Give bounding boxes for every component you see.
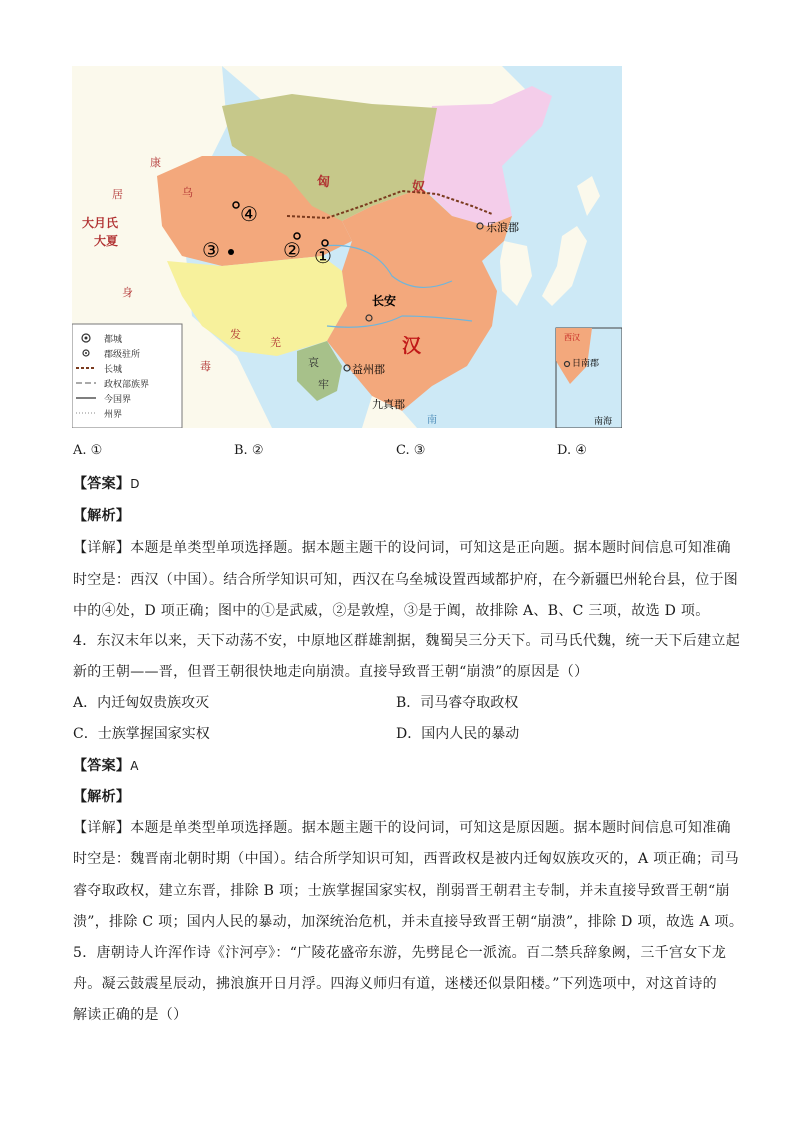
q3-answer-label: 【答案】 bbox=[73, 476, 131, 492]
legend-label-commandery: 郡级驻所 bbox=[104, 350, 141, 360]
legend-label-dashed: 政权部族界 bbox=[104, 380, 150, 390]
marker-4: ④ bbox=[240, 202, 258, 226]
legend-label-province: 州界 bbox=[104, 410, 123, 420]
q4-jiexi-label: 【解析】 bbox=[73, 789, 131, 805]
q5-stem-line-2: 舟。凝云鼓震星辰动，拂浪旗开日月浮。四海义师归有道，迷楼还似景阳楼。”下列选项中，对这首诗的 bbox=[73, 976, 717, 992]
label-lelang: 乐浪郡 bbox=[486, 221, 519, 234]
q4-option-b: B．司马睿夺取政权 bbox=[396, 695, 519, 711]
q5-stem-line-3: 解读正确的是（） bbox=[73, 1007, 188, 1023]
q4-detail-line-2: 时空是：魏晋南北朝时期（中国）。结合所学知识可知，西晋政权是被内迁匈奴族攻灭的，A 项正确；司马 bbox=[73, 851, 739, 867]
label-nanhai: 南海 bbox=[594, 417, 613, 427]
label-ju: 居 bbox=[112, 188, 123, 201]
q4-detail-line-4: 溃”，排除 C 项；国内人民的暴动，加深统治危机，并未直接导致晋王朝“崩溃”，排除 D 项，故选 A 项。 bbox=[73, 914, 744, 930]
q3-options bbox=[73, 443, 673, 461]
q4-answer-label: 【答案】 bbox=[73, 758, 131, 774]
q3-detail-line-2: 时空是：西汉（中国）。结合所学知识可知，西汉在乌垒城设置西域都护府，在今新疆巴州轮台县，位于图 bbox=[73, 572, 739, 588]
label-kang: 康 bbox=[150, 156, 161, 169]
q4-option-c: C．士族掌握国家实权 bbox=[73, 726, 210, 742]
label-han: 汉 bbox=[402, 335, 422, 357]
q4-option-a: A．内迁匈奴贵族攻灭 bbox=[73, 695, 210, 711]
q3-answer-value: D bbox=[130, 477, 140, 491]
label-wu: 乌 bbox=[182, 186, 193, 199]
label-ai: 哀 bbox=[308, 356, 319, 369]
label-nan: 南 bbox=[427, 415, 437, 426]
label-lao: 牢 bbox=[318, 378, 329, 391]
label-changan: 长安 bbox=[372, 294, 397, 308]
legend-label-national: 今国界 bbox=[104, 395, 132, 405]
q3-option-b: B. ② bbox=[234, 443, 264, 458]
q3-option-d: D. ④ bbox=[557, 443, 587, 458]
q5-stem-line-1: 5．唐朝诗人许浑作诗《汴河亭》：“广陵花盛帝东游，先劈昆仑一派流。百二禁兵辞象阙，三千宫女下龙 bbox=[73, 945, 727, 961]
label-du: 毒 bbox=[200, 360, 211, 373]
q4-options bbox=[73, 692, 723, 752]
label-jiuzhen: 九真郡 bbox=[372, 398, 405, 411]
marker-2: ② bbox=[283, 238, 301, 262]
label-xihan-small: 西汉 bbox=[564, 333, 580, 342]
q3-detail-line-3: 中的④处，D 项正确；图中的①是武威，②是敦煌，③是于阗，故排除 A、B、C 三项，故选 D 项。 bbox=[73, 603, 710, 619]
label-fa: 发 bbox=[230, 328, 241, 341]
label-rinan: 日南郡 bbox=[572, 359, 600, 369]
q3-option-c: C. ③ bbox=[396, 443, 426, 458]
q4-detail-line-1: 【详解】本题是单类型单项选择题。据本题主题干的设问词，可知这是原因题。据本题时间信息可知准确 bbox=[73, 820, 731, 836]
q4-stem-line-2: 新的王朝——晋，但晋王朝很快地走向崩溃。直接导致晋王朝“崩溃”的原因是（） bbox=[73, 664, 589, 680]
label-qiang: 羌 bbox=[270, 336, 281, 349]
label-dayuezhi: 大月氏 bbox=[82, 216, 119, 230]
q3-option-a: A. ① bbox=[73, 443, 103, 458]
marker-3: ③ bbox=[202, 238, 220, 262]
q4-option-d: D．国内人民的暴动 bbox=[396, 726, 520, 742]
label-daxia: 大夏 bbox=[94, 234, 119, 248]
q3-detail-line-1: 【详解】本题是单类型单项选择题。据本题主题干的设问词，可知这是正向题。据本题时间信息可知准确 bbox=[73, 540, 731, 556]
q4-answer-value: A bbox=[130, 759, 139, 773]
label-xiongnu-2: 奴 bbox=[412, 180, 426, 195]
q4-stem-line-1: 4．东汉末年以来，天下动荡不安，中原地区群雄割据，魏蜀吴三分天下。司马氏代魏，统一天下后建立起 bbox=[73, 633, 741, 649]
q3-jiexi-label: 【解析】 bbox=[73, 508, 131, 524]
label-yizhou: 益州郡 bbox=[352, 363, 385, 376]
legend-label-wall: 长城 bbox=[104, 365, 123, 375]
q4-detail-line-3: 睿夺取政权，建立东晋，排除 B 项；士族掌握国家实权，削弱晋王朝君主专制，并未直接导致晋王朝“崩 bbox=[73, 883, 730, 899]
legend-label-capital: 都城 bbox=[104, 335, 123, 345]
q4-answer-line bbox=[73, 755, 139, 775]
label-xiongnu-1: 匈 bbox=[317, 175, 331, 190]
label-shen: 身 bbox=[122, 286, 133, 299]
q3-answer-line bbox=[73, 473, 140, 493]
marker-1: ① bbox=[314, 244, 332, 268]
